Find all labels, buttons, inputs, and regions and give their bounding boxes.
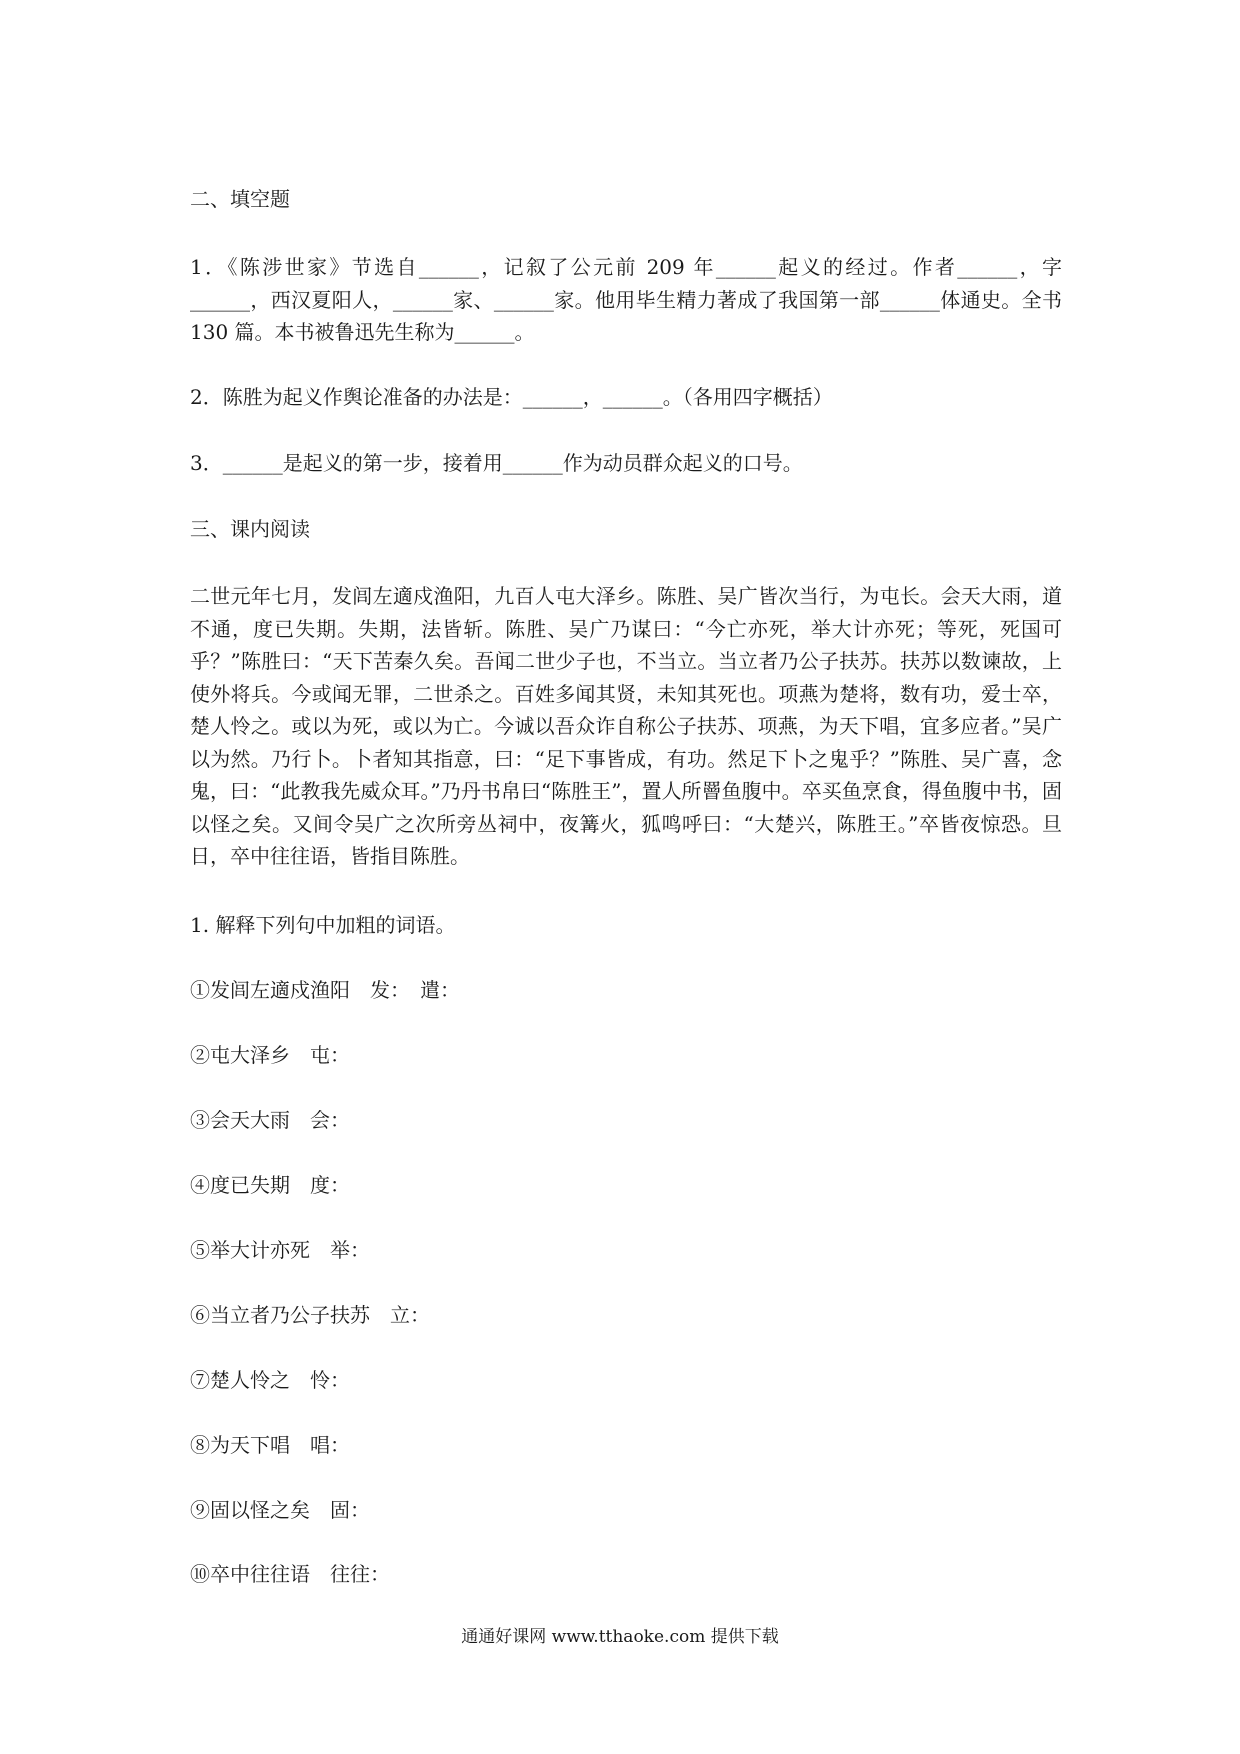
page-footer: 通通好课网 www.tthaoke.com 提供下载 (461, 1627, 779, 1647)
reading-question-1: 1. 解释下列句中加粗的词语。 (190, 913, 456, 937)
vocab-item: ②屯大泽乡 屯： (190, 1043, 350, 1067)
vocab-item: ⑩卒中往往语 往往： (190, 1562, 390, 1586)
vocab-item: ③会天大雨 会： (190, 1108, 350, 1132)
vocab-item: ⑦楚人怜之 怜： (190, 1368, 350, 1392)
question-2: 2．陈胜为起义作舆论准备的办法是：______，______。（各用四字概括） (190, 385, 833, 409)
vocab-item: ⑤举大计亦死 举： (190, 1238, 370, 1262)
vocab-item: ①发闾左適戍渔阳 发： 遣： (190, 978, 460, 1002)
vocab-item: ④度已失期 度： (190, 1173, 350, 1197)
question-3: 3．______是起义的第一步，接着用______作为动员群众起义的口号。 (190, 451, 803, 475)
vocab-item: ⑥当立者乃公子扶苏 立： (190, 1303, 430, 1327)
question-1: 1．《陈涉世家》节选自______，记叙了公元前 209 年______起义的经过。作者______，字______，西汉夏阳人，______家、______家。他用毕生精力著成了我国第一部______体通史。全书 130 篇。本书被鲁迅先生称为______。 (190, 255, 1062, 344)
vocab-item: ⑨固以怪之矣 固： (190, 1498, 370, 1522)
reading-passage: 二世元年七月，发闾左適戍渔阳，九百人屯大泽乡。陈胜、吴广皆次当行，为屯长。会天大雨，道不通，度已失期。失期，法皆斩。陈胜、吴广乃谋曰：“今亡亦死，举大计亦死；等死，死国可乎？”陈胜曰：“天下苦秦久矣。吾闻二世少子也，不当立。当立者乃公子扶苏。扶苏以数谏故，上使外将兵。今或闻无罪，二世杀之。百姓多闻其贤，未知其死也。项燕为楚将，数有功，爱士卒，楚人怜之。或以为死，或以为亡。今诚以吾众诈自称公子扶苏、项燕，为天下唱，宜多应者。”吴广以为然。乃行卜。卜者知其指意，曰：“足下事皆成，有功。然足下卜之鬼乎？”陈胜、吴广喜，念鬼，曰：“此教我先威众耳。”乃丹书帛曰“陈胜王”，置人所罾鱼腹中。卒买鱼烹食，得鱼腹中书，固以怪之矣。又间令吴广之次所旁丛祠中，夜篝火，狐鸣呼曰：“大楚兴，陈胜王。”卒皆夜惊恐。旦日，卒中往往语，皆指目陈胜。 (190, 584, 1062, 868)
vocab-item: ⑧为天下唱 唱： (190, 1433, 350, 1457)
section-heading-reading: 三、课内阅读 (190, 517, 310, 541)
section-heading-fill-blank: 二、填空题 (190, 187, 290, 211)
